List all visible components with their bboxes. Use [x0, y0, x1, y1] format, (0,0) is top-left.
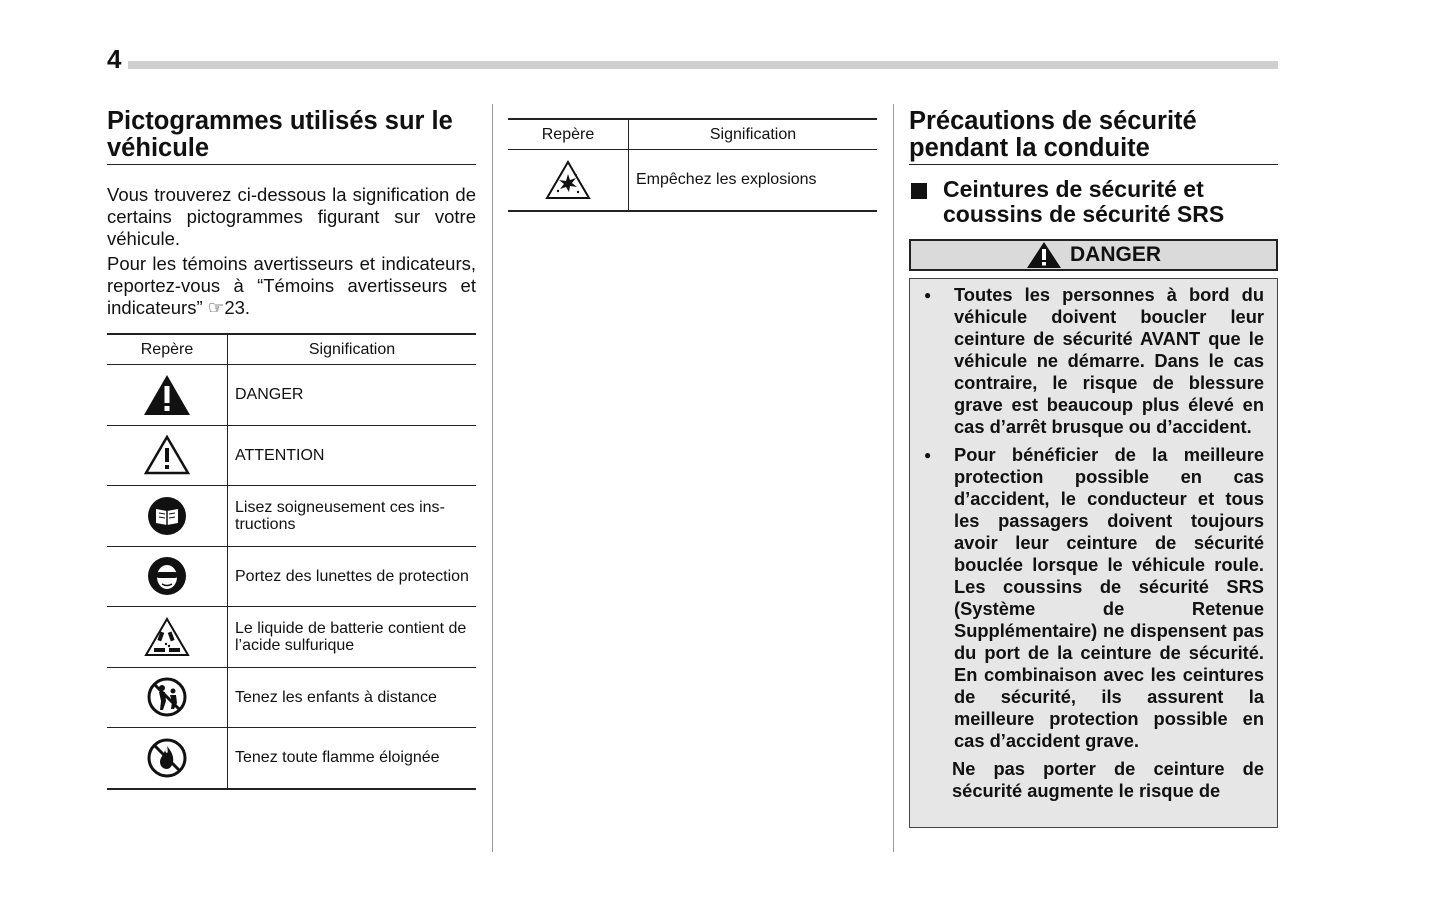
- danger-triangle-icon: [1026, 241, 1062, 269]
- danger-banner: [909, 239, 1278, 271]
- section-title: Pictogrammes utilisés sur le véhicule: [107, 108, 476, 165]
- attention-triangle-icon: [142, 433, 192, 477]
- header-repere: Repère: [508, 119, 629, 150]
- bullet-dot-icon: ●: [924, 448, 932, 462]
- table-row: [107, 486, 476, 547]
- row-text: Le liquide de batterie contient de l’acide sulfurique: [228, 607, 477, 668]
- page-number: 4: [107, 44, 122, 74]
- continuation-paragraph: Ne pas porter de ceinture de sécurité augmente le risque de: [952, 758, 1264, 801]
- subsection-title: Ceintures de sécurité et coussins de sécurité SRS: [943, 176, 1225, 227]
- list-item: ● Toutes les personnes à bord du véhicule doivent boucler leur ceinture de sécurité AVANT que le véhicule ne démarre. Dans le cas contraire, le risque de blessure grave est beaucoup plus élevé en cas d’arrêt brusque ou d’accident.: [924, 284, 1264, 437]
- left-column: [107, 108, 476, 790]
- reference-paragraph: Pour les témoins avertisseurs et indicateurs, reportez-vous à “Témoins avertisseurs et indicateurs” ☞23.: [107, 253, 476, 318]
- pictogram-table: [107, 333, 476, 790]
- row-text: Tenez toute flamme éloignée: [228, 728, 477, 789]
- eye-protection-icon: [146, 555, 188, 597]
- list-item: ● Pour bénéficier de la meilleure protection possible en cas d’accident, le conducteur et tous les passagers doivent toujours avoir leur ceinture de sécurité bouclée lorsque le véhicule roule. Les coussins de sécurité SRS (Système de Retenue Supplémentaire) ne dispensent pas du port de la ceinture de sécurité. En combinaison avec les ceintures de sécurité, ils assurent la meilleure protection possible en cas d’accident grave.: [924, 444, 1264, 751]
- header-signification: Signification: [629, 119, 878, 150]
- row-text: Portez des lunettes de protection: [228, 546, 477, 607]
- table-row: [107, 425, 476, 486]
- danger-content: [909, 278, 1278, 828]
- subsection-heading: [909, 177, 1278, 227]
- table-row: [107, 607, 476, 668]
- read-manual-icon: [146, 495, 188, 537]
- middle-column: [508, 118, 877, 212]
- table-row: [107, 365, 476, 426]
- intro-paragraph: Vous trouverez ci-dessous la signification de certains pictogrammes figurant sur votre véhicule.: [107, 184, 476, 249]
- table-header-row: [508, 119, 877, 150]
- no-flames-icon: [146, 737, 188, 779]
- table-row: [107, 546, 476, 607]
- table-row: [508, 150, 877, 211]
- row-text: DANGER: [228, 365, 477, 426]
- header-signification: Signification: [228, 334, 477, 365]
- row-text: Lisez soigneusement ces instructions: [228, 486, 477, 547]
- keep-children-away-icon: [146, 676, 188, 718]
- battery-acid-icon: [142, 615, 192, 659]
- row-text: Tenez les enfants à distance: [228, 667, 477, 728]
- danger-label: DANGER: [1069, 243, 1161, 266]
- row-text: Empêchez les explosions: [629, 150, 878, 211]
- column-divider: [492, 104, 493, 852]
- explosion-icon: [543, 158, 593, 202]
- section-title: Précautions de sécurité pendant la conduite: [909, 108, 1278, 165]
- column-divider: [893, 104, 894, 852]
- pictogram-table-continued: [508, 118, 877, 212]
- table-row: [107, 667, 476, 728]
- square-bullet-icon: [911, 183, 927, 199]
- header-bar: [128, 61, 1278, 69]
- bullet-dot-icon: ●: [924, 288, 932, 302]
- right-column: [909, 108, 1278, 828]
- row-text: ATTENTION: [228, 425, 477, 486]
- header-repere: Repère: [107, 334, 228, 365]
- danger-triangle-icon: [142, 373, 192, 417]
- table-header-row: [107, 334, 476, 365]
- table-row: [107, 728, 476, 789]
